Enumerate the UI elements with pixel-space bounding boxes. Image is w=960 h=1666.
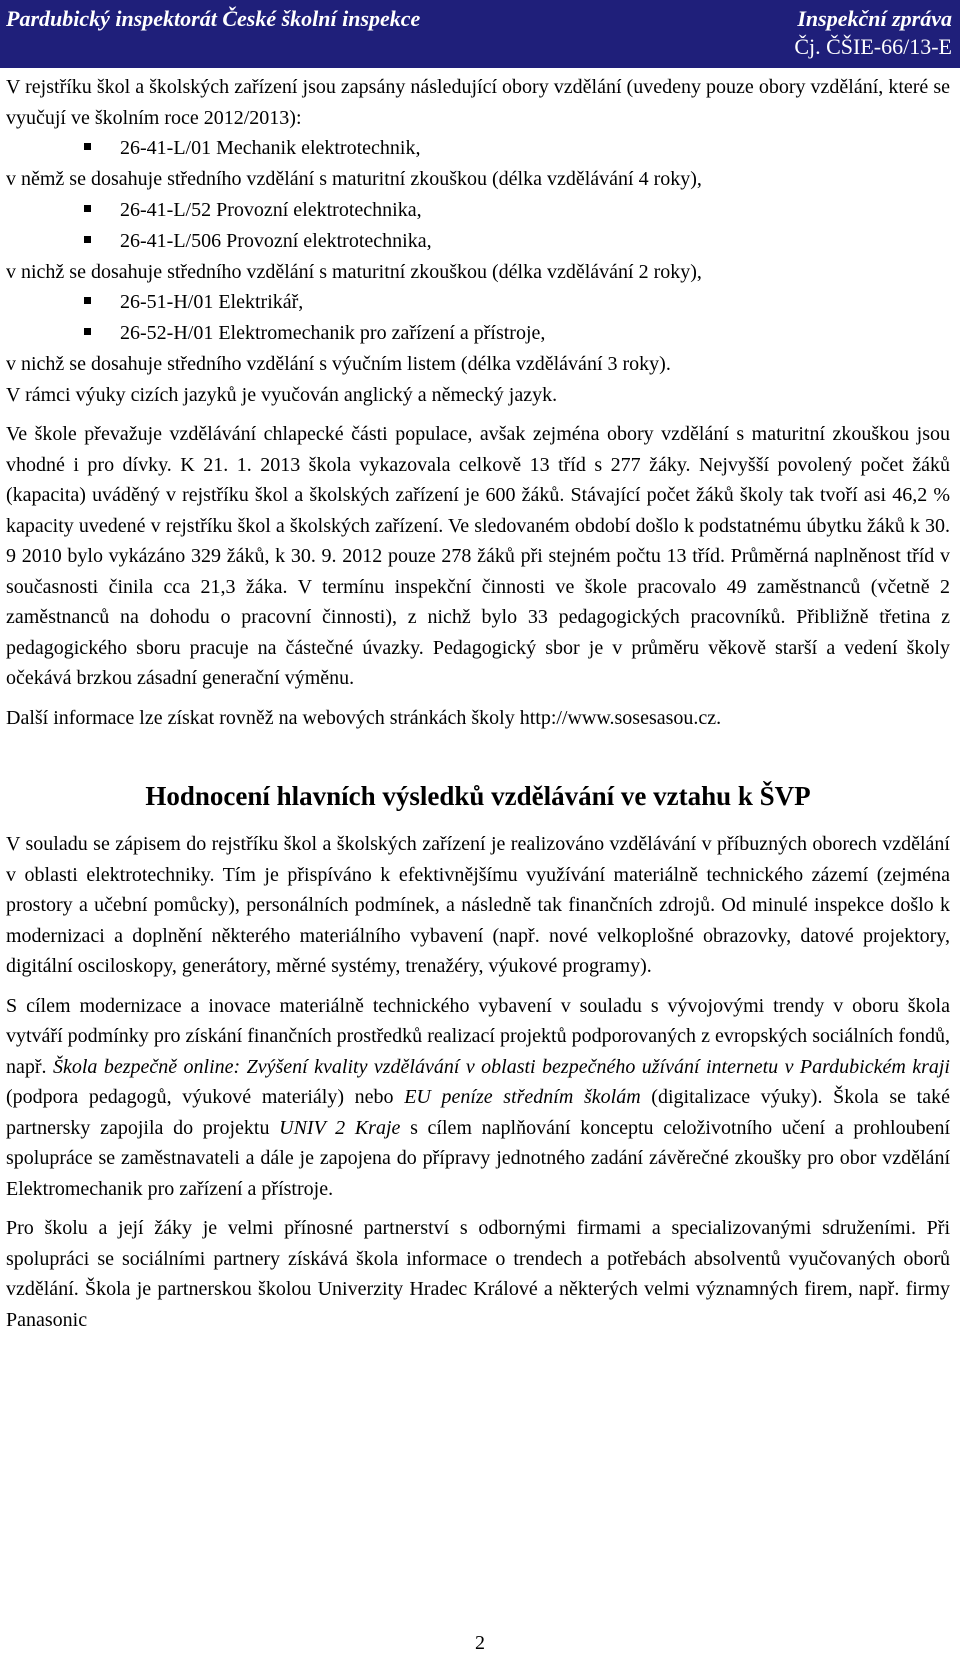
website-paragraph: Další informace lze získat rovněž na webových stránkách školy http://www.sosesasou.cz.: [6, 706, 722, 729]
square-bullet-icon: [84, 328, 91, 335]
projects-paragraph: S cílem modernizace a inovace materiálně technického vybavení v souladu s vývojovými trendy v oboru škola vytváří podmínky pro získání finančních prostředků realizací projektů podporovaných z evropských sociálních fondů, např. Škola bezpečně online: Zvýšení kvality vzdělávání v oblasti bezpečného užívání internetu v Pardubickém kraji (podpora pedagogů, výukové materiály) nebo EU peníze středním školám (digitalizace výuky). Škola se také partnersky zapojila do projektu UNIV 2 Kraje s cílem naplňování konceptu celoživotního učení a prohloubení spolupráce se zaměstnavateli a dále je zapojena do přípravy jednotného zadání závěrečné zkoušky pro obor vzdělání Elektromechanik pro zařízení a přístroje.: [6, 994, 950, 1200]
list-item: 26-41-L/52 Provozní elektrotechnika,: [6, 195, 950, 226]
students-paragraph: Ve škole převažuje vzdělávání chlapecké části populace, avšak zejména obory vzdělání s maturitní zkouškou jsou vhodné i pro dívky. K 21. 1. 2013 škola vykazovala celkově 13 tříd s 277 žáky. Nejvyšší povolený počet žáků (kapacita) uváděný v rejstříku škol a školských zařízení je 600 žáků. Stávající počet žáků školy tak tvoří asi 46,2 % kapacity uvedené v rejstříku škol a školských zařízení. Ve sledovaném období došlo k podstatnému úbytku žáků k 30. 9 2010 bylo vykázáno 329 žáků, k 30. 9. 2012 pouze 278 žáků při stejném počtu 13 tříd. Průměrná naplněnost tříd v současnosti činila cca 21,3 žáka. V termínu inspekční činnosti ve škole pracovalo 49 zaměstnanců (včetně 2 zaměstnanců na dohodu o pracovní činnosti), z nichž bylo 33 pedagogických pracovníků. Přibližně třetina z pedagogického sboru pracuje na částečné úvazky. Pedagogický sbor je v průměru věkově starší a vedení školy očekává brzkou zásadní generační výměnu.: [6, 423, 950, 689]
list-note: v němž se dosahuje středního vzdělání s maturitní zkouškou (délka vzdělávání 4 roky),: [6, 168, 702, 190]
square-bullet-icon: [84, 297, 91, 304]
document-body: [6, 72, 950, 1335]
list-item: 26-51-H/01 Elektrikář,: [6, 287, 950, 318]
header-organization: Pardubický inspektorát České školní inspekce: [6, 6, 421, 31]
header-report-title: Inspekční zpráva: [797, 6, 952, 31]
list-item: 26-41-L/01 Mechanik elektrotechnik,: [6, 133, 950, 164]
square-bullet-icon: [84, 236, 91, 243]
section-heading: Hodnocení hlavních výsledků vzdělávání ve vztahu k ŠVP: [145, 781, 811, 811]
partners-paragraph: Pro školu a její žáky je velmi přínosné partnerství s odbornými firmami a specializovanými sdruženími. Při spolupráci se sociálními partnery získává škola informace o trendech a potřebách absolventů vyučovaných oborů vzdělání. Škola je partnerskou školou Univerzity Hradec Králové a některých velmi významných firem, např. firmy Panasonic: [6, 1217, 950, 1331]
list-item: 26-41-L/506 Provozní elektrotechnika,: [6, 226, 950, 257]
equipment-paragraph: V souladu se zápisem do rejstříku škol a školských zařízení je realizováno vzdělávání v příbuzných oborech vzdělání v oblasti elektrotechniky. Tím je přispíváno k efektivnějšímu využívání materiálně technického zázemí (zejména prostory a učební pomůcky), personálních podmínek, a následně tak finančních zdrojů. Od minulé inspekce došlo k modernizaci a doplnění některého materiálního vybavení (např. nové velkoplošné obrazovky, datové projektory, digitální osciloskopy, generátory, měrné systémy, trenažéry, výukové programy).: [6, 833, 950, 977]
project-name: EU peníze středním školám: [404, 1086, 641, 1108]
program-list-1: [6, 133, 950, 164]
project-name: Škola bezpečně online: Zvýšení kvality vzdělávání v oblasti bezpečného užívání internetu v Pardubickém kraji: [52, 1055, 950, 1078]
list-note: v nichž se dosahuje středního vzdělání s maturitní zkouškou (délka vzdělávání 2 roky),: [6, 260, 702, 283]
languages-paragraph: V rámci výuky cizích jazyků je vyučován anglický a německý jazyk.: [6, 383, 558, 406]
list-item: 26-52-H/01 Elektromechanik pro zařízení a přístroje,: [6, 318, 950, 349]
project-name: UNIV 2 Kraje: [279, 1116, 401, 1139]
intro-paragraph: V rejstříku škol a školských zařízení jsou zapsány následující obory vzdělání (uvedeny pouze obory vzdělání, které se vyučují ve školním roce 2012/2013):: [6, 76, 950, 129]
square-bullet-icon: [84, 143, 91, 150]
program-list-3: [6, 287, 950, 349]
header-reference-number: Čj. ČŠIE-66/13-E: [794, 34, 952, 59]
square-bullet-icon: [84, 205, 91, 212]
list-note: v nichž se dosahuje středního vzdělání s výučním listem (délka vzdělávání 3 roky).: [6, 353, 671, 375]
page-number: 2: [475, 1632, 485, 1654]
page-header: [0, 0, 960, 68]
program-list-2: [6, 195, 950, 257]
